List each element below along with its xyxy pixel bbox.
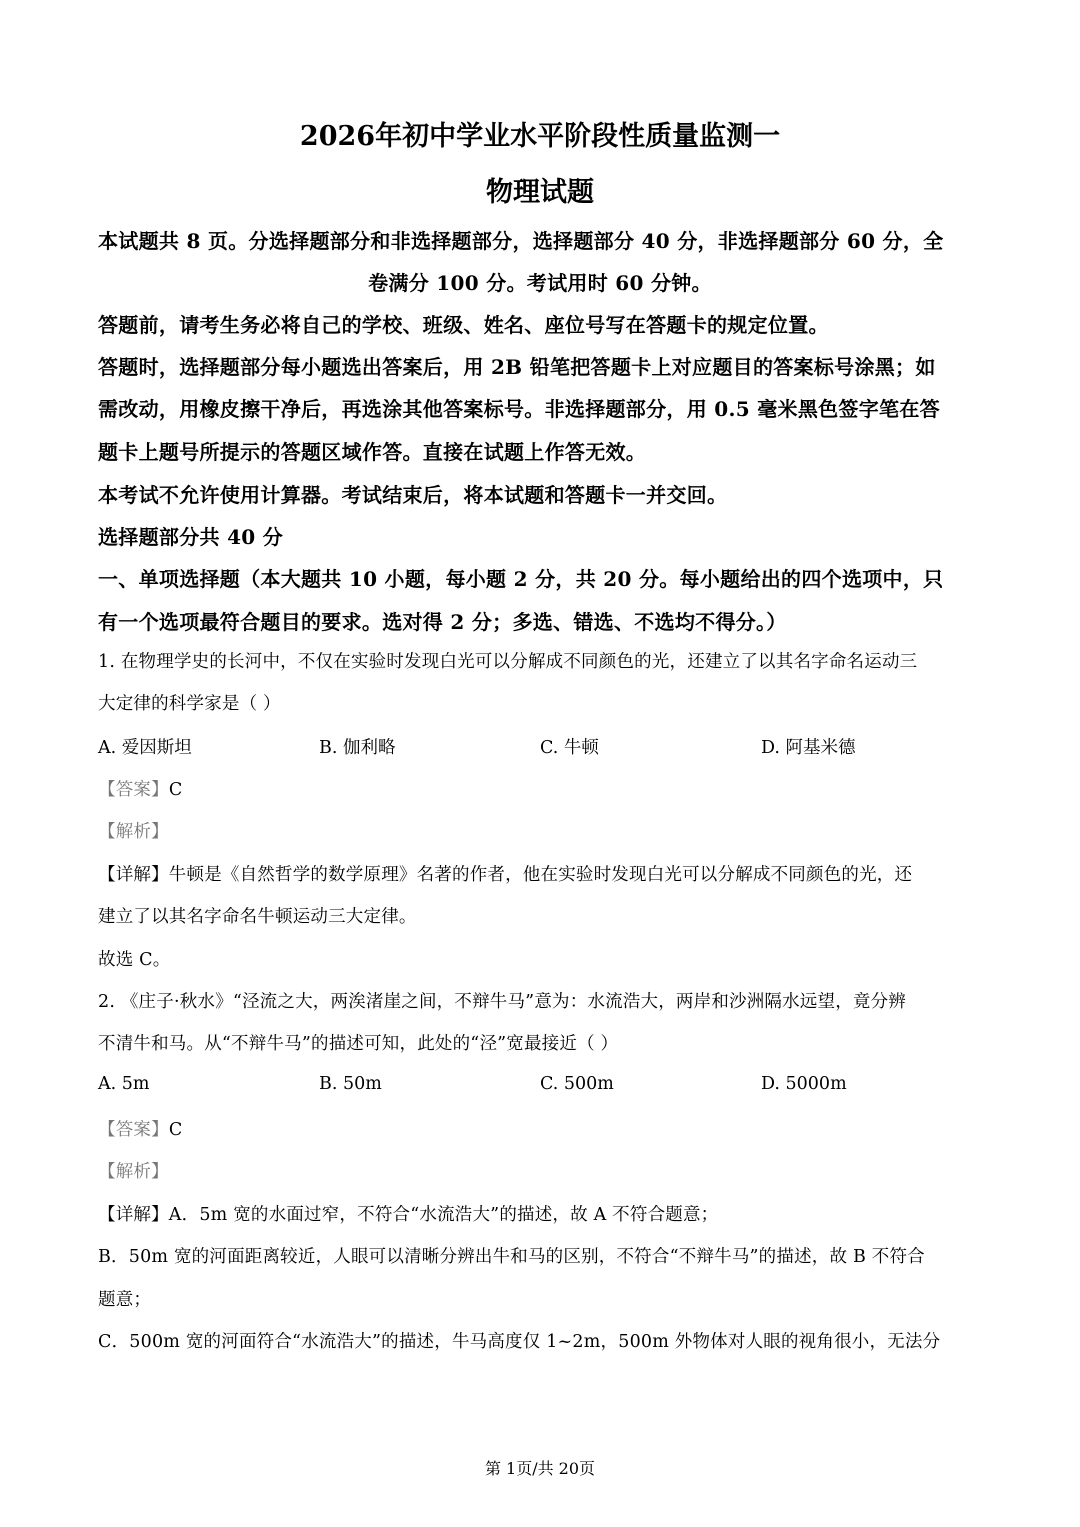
answer-line xyxy=(98,776,982,801)
option-a: A. 5m xyxy=(98,1074,150,1094)
option-c: C. 500m xyxy=(540,1074,614,1094)
detail-text: B．50m 宽的河面距离较近，人眼可以清晰分辨出牛和马的区别，不符合“不辩牛马”的描述，故 B 不符合 xyxy=(98,1247,925,1267)
exam-title: 2026年初中学业水平阶段性质量监测一 xyxy=(299,121,781,152)
answer-value: C xyxy=(168,1120,183,1140)
analysis-label: 【解析】 xyxy=(98,822,169,842)
detail-text: 【详解】牛顿是《自然哲学的数学原理》名著的作者，他在实验时发现白光可以分解成不同颜色的光，还 xyxy=(98,865,913,885)
question-stem: 2. 《庄子·秋水》“泾流之大，两涘渚崖之间，不辩牛马”意为：水流浩大，两岸和沙洲隔水远望，竟分辨 xyxy=(98,992,907,1012)
detail-text: 建立了以其名字命名牛顿运动三大定律。 xyxy=(98,907,417,927)
option-b: B. 伽利略 xyxy=(319,738,396,758)
answer-value: C xyxy=(168,780,183,800)
instruction-line: 答题时，选择题部分每小题选出答案后，用 2B 铅笔把答题卡上对应题目的答案标号涂黑；如 xyxy=(98,355,936,379)
answer-label: 【答案】 xyxy=(98,780,169,800)
exam-subtitle: 物理试题 xyxy=(486,177,594,208)
detail-text: 题意； xyxy=(98,1290,152,1310)
section-score-heading: 选择题部分共 40 分 xyxy=(98,525,284,549)
instruction-line: 本考试不允许使用计算器。考试结束后，将本试题和答题卡一并交回。 xyxy=(98,483,728,507)
option-d: D. 阿基米德 xyxy=(761,738,856,758)
answer-label: 【答案】 xyxy=(98,1120,169,1140)
question-stem: 1. 在物理学史的长河中，不仅在实验时发现白光可以分解成不同颜色的光，还建立了以其名字命名运动三 xyxy=(98,652,918,672)
detail-text: 【详解】A．5m 宽的水面过窄，不符合“水流浩大”的描述，故 A 不符合题意； xyxy=(98,1205,719,1225)
option-a: A. 爱因斯坦 xyxy=(98,738,192,758)
instruction-line: 题卡上题号所提示的答题区域作答。直接在试题上作答无效。 xyxy=(98,440,647,464)
option-c: C. 牛顿 xyxy=(540,738,599,758)
section-heading: 一、单项选择题（本大题共 10 小题，每小题 2 分，共 20 分。每小题给出的四个选项中，只 xyxy=(98,567,944,591)
instruction-line: 本试题共 8 页。分选择题部分和非选择题部分，选择题部分 40 分，非选择题部分 60 分，全 xyxy=(98,229,944,253)
detail-text: C．500m 宽的河面符合“水流浩大”的描述，牛马高度仅 1~2m，500m 外物体对人眼的视角很小，无法分 xyxy=(98,1332,941,1352)
option-b: B. 50m xyxy=(319,1074,382,1094)
question-stem: 不清牛和马。从“不辩牛马”的描述可知，此处的“泾”宽最接近（ ） xyxy=(98,1034,619,1054)
instruction-line: 卷满分 100 分。考试用时 60 分钟。 xyxy=(368,271,712,295)
instruction-line: 答题前，请考生务必将自己的学校、班级、姓名、座位号写在答题卡的规定位置。 xyxy=(98,313,829,337)
question-stem: 大定律的科学家是（ ） xyxy=(98,694,281,714)
page-number: 第 1页/共 20页 xyxy=(484,1459,596,1478)
option-d: D. 5000m xyxy=(761,1074,847,1094)
section-heading: 有一个选项最符合题目的要求。选对得 2 分；多选、错选、不选均不得分。） xyxy=(98,610,787,634)
instruction-line: 需改动，用橡皮擦干净后，再选涂其他答案标号。非选择题部分，用 0.5 毫米黑色签字笔在答 xyxy=(98,397,940,421)
answer-line xyxy=(98,1116,982,1141)
analysis-label: 【解析】 xyxy=(98,1162,169,1182)
conclusion-text: 故选 C。 xyxy=(98,950,171,970)
